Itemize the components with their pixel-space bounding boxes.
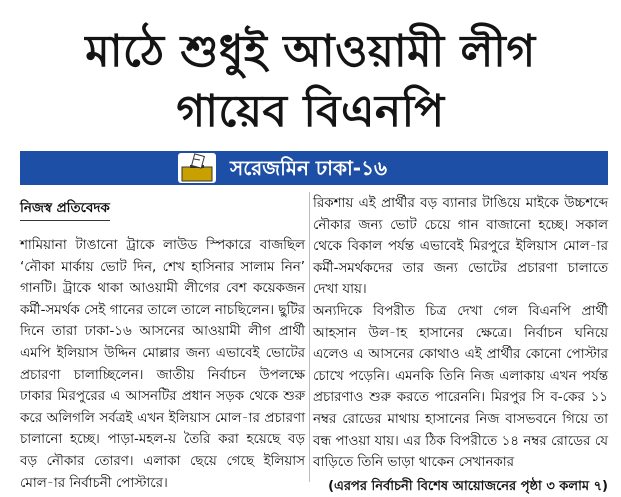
article-paragraph: শামিয়ানা টাঙানো ট্রাকে লাউড স্পিকারে বাজছিল ‘নৌকা মার্কায় ভোট দিন, শেখ হাসিনার সালাম নিন’ গানটি। ট্রাকে থাকা আওয়ামী লীগের বেশ কয়েকজন কর্মী-সমর্থক সেই গানের তালে তালে নাচছিলেন। ছুটির দিনে তারা ঢাকা-১৬ আসনের আওয়ামী লীগ প্রার্থী এমপি ইলিয়াস উদ্দিন মোল্লার জন্য এভাবেই ভোটের প্রচারণা চালাচ্ছিলেন। জাতীয় নির্বাচন উপলক্ষে ঢাকার মিরপুরের এ আসনটির প্রধান সড়ক থেকে শুরু করে অলিগলি সর্বত্রই এখন ইলিয়াস মোল-ার প্রচারণা চালানো হচ্ছে। পাড়া-মহল-য় তৈরি করা হয়েছে বড় বড় নৌকার তোরণ। এলাকা ছেয়ে গেছে ইলিয়াস মোল-ার নির্বাচনী পোস্টারে।	[20, 238, 305, 491]
column-divider	[309, 192, 310, 482]
section-title: সরেজমিন ঢাকা-১৬	[230, 156, 388, 180]
section-banner	[20, 151, 608, 185]
article-right-column	[313, 193, 608, 497]
article-paragraph: রিকশায় এই প্রার্থীর বড় ব্যানার টাঙিয়ে মাইকে উচ্চশব্দে নৌকার জন্য ভোট চেয়ে গান বাজানো হচ্ছে। সকাল থেকে বিকাল পর্যন্ত এভাবেই মিরপুরে ইলিয়াস মোল-ার কর্মী-সমর্থকদের তার জন্য ভোটের প্রচারণা চালাতে দেখা যায়।	[313, 196, 608, 298]
byline: নিজস্ব প্রতিবেদক	[20, 200, 110, 221]
headline-line-2: গায়েব বিএনপি	[176, 86, 445, 137]
article-left-column	[20, 198, 305, 494]
continuation-note: (এরপর নির্বাচনী বিশেষ আয়োজনের পৃষ্ঠা ৩ কলাম ৭)	[328, 478, 608, 494]
ballot-box-icon	[178, 153, 216, 183]
article-paragraph: অন্যদিকে বিপরীত চিত্র দেখা গেল বিএনপি প্রার্থী আহসান উল-াহ হাসানের ক্ষেত্রে। নির্বাচন ঘনিয়ে এলেও এ আসনের কোথাও এই প্রার্থীর কোনো পোস্টার চোখে পড়েনি। এমনকি তিনি নিজ এলাকায় এখন পর্যন্ত প্রচারণাও শুরু করতে পারেননি। মিরপুর সি ব-কের ১১ নম্বর রোডের মাথায় হাসানের নিজ বাসভবনে গিয়ে তা বন্ধ পাওয়া যায়। এর ঠিক বিপরীতে ১৪ নম্বর রোডের যে বাড়িতে তিনি ভাড়া থাকেন সেখানকার	[313, 303, 608, 471]
headline-line-1: মাঠে শুধুই আওয়ামী লীগ	[85, 26, 536, 77]
